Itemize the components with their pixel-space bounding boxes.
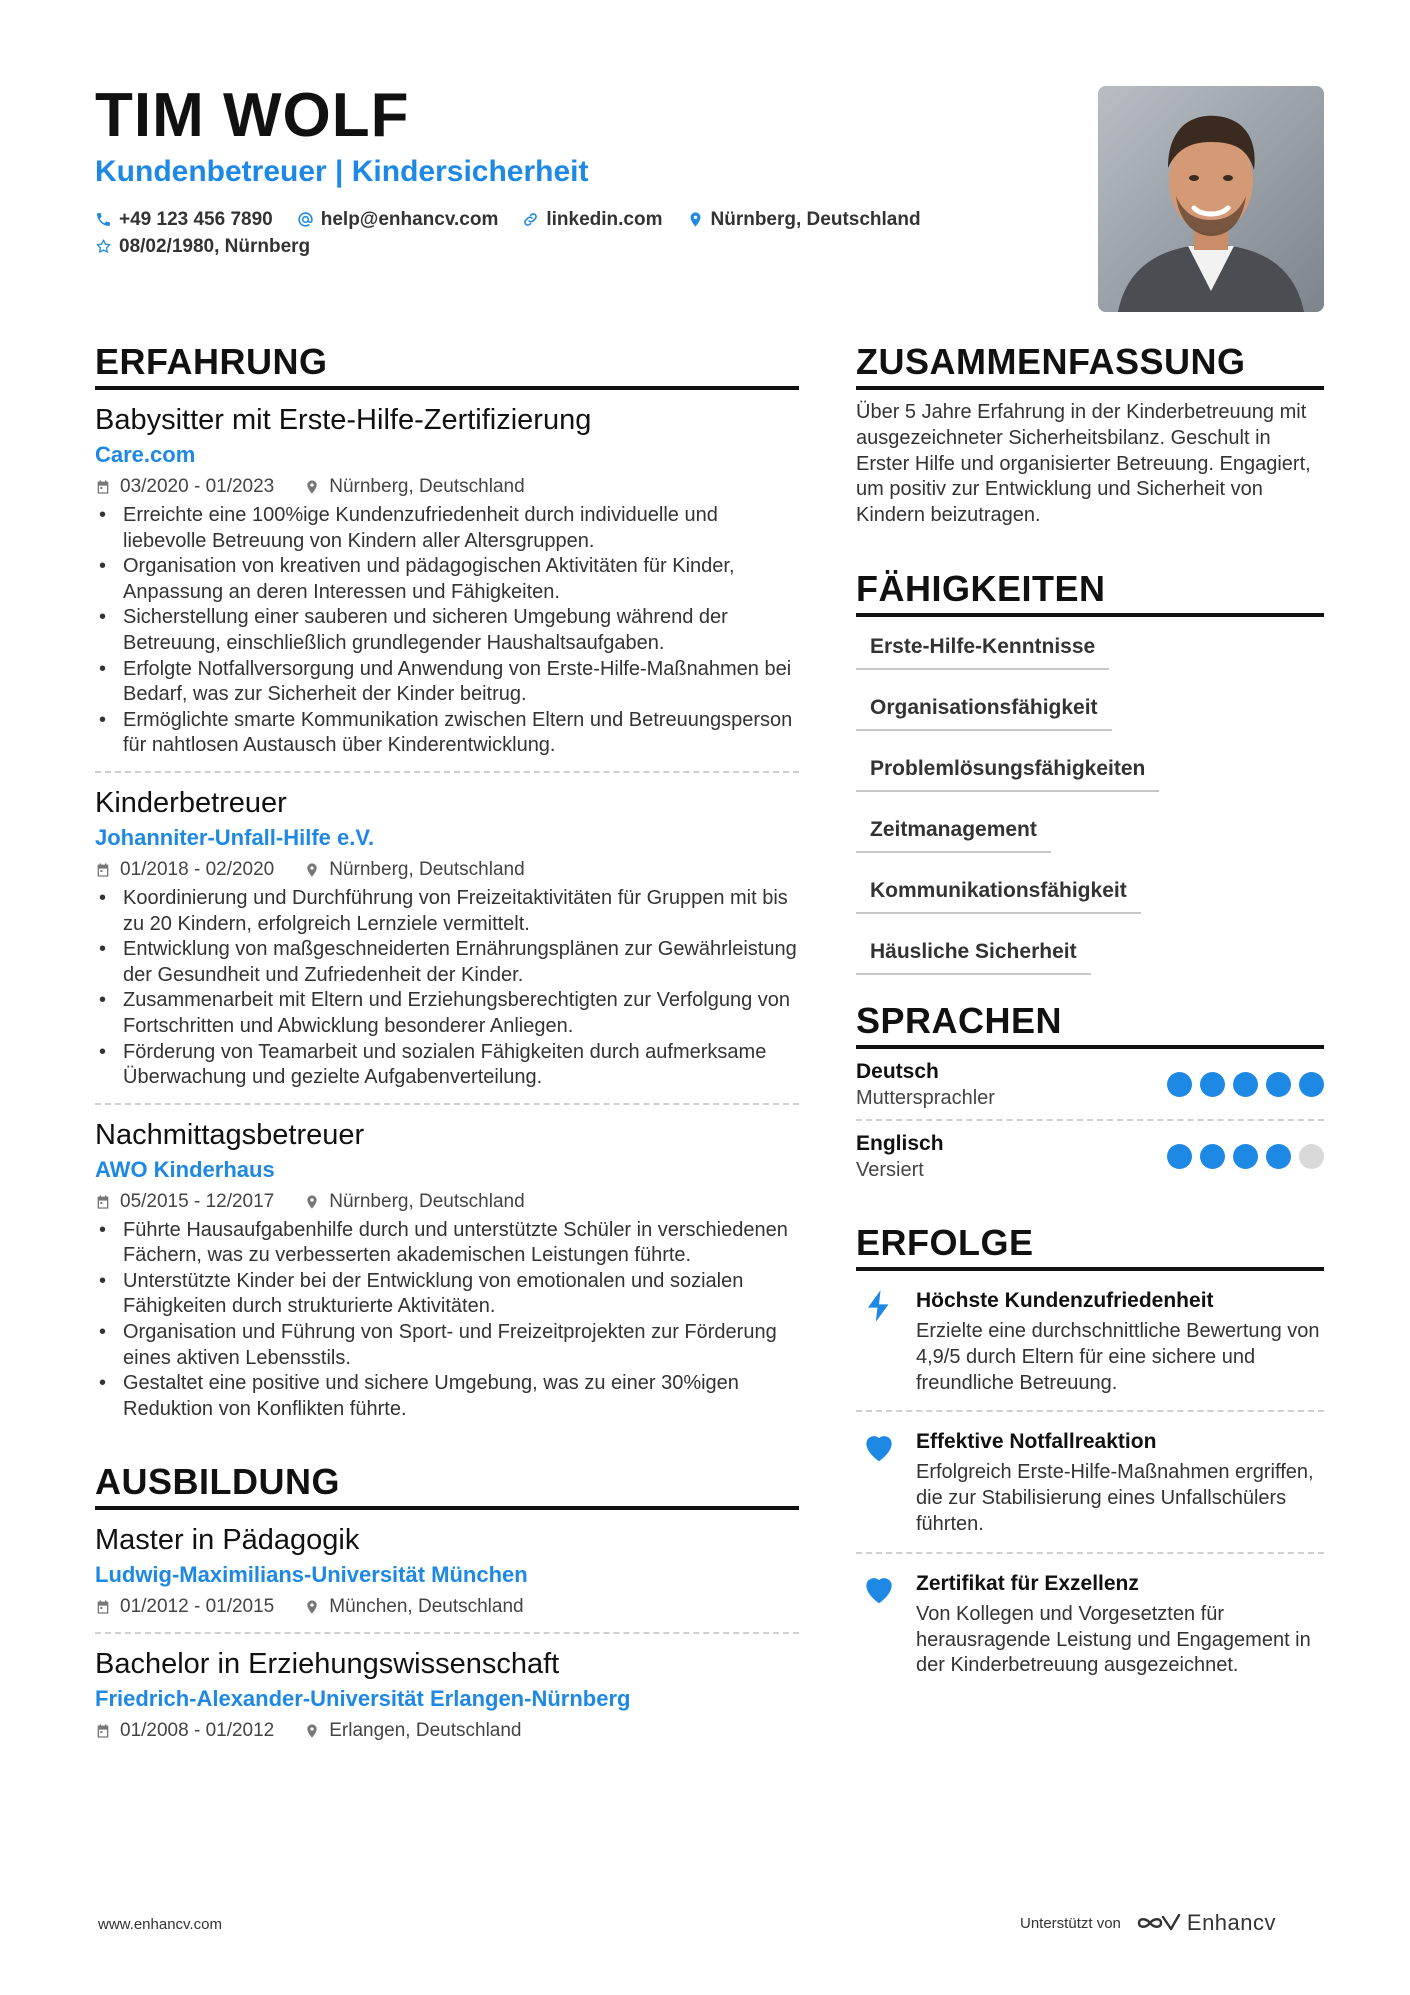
school-name[interactable]: Friedrich-Alexander-Universität Erlangen-Nürnberg [95, 1686, 631, 1712]
achievement-desc: Erfolgreich Erste-Hilfe-Maßnahmen ergriffen, die zur Stabilisierung eines Unfallschülers führten. [916, 1461, 1314, 1535]
rating-dot-filled [1233, 1072, 1258, 1097]
achievement-body [916, 1570, 1324, 1679]
rating-dot-filled [1233, 1144, 1258, 1169]
language-info [856, 1059, 995, 1111]
skill-tag: Kommunikationsfähigkeit [856, 871, 1141, 914]
achievement-title: Effektive Notfallreaktion [916, 1430, 1157, 1454]
degree-title: Bachelor in Erziehungswissenschaft [95, 1648, 560, 1681]
footer-website[interactable]: www.enhancv.com [98, 1916, 222, 1933]
skill-tag: Zeitmanagement [856, 810, 1051, 853]
rating-dot-filled [1266, 1072, 1291, 1097]
achievement-title: Höchste Kundenzufriedenheit [916, 1288, 1214, 1312]
contact-info [95, 206, 1075, 260]
linkedin-text: linkedin.com [546, 209, 663, 230]
heart-icon [856, 1428, 916, 1537]
footer-branding [1020, 1910, 1276, 1936]
bullet-item: • Ermöglichte smarte Kommunikation zwischen Eltern und Betreuungsperson für nahtlosen Austausch über Kinderentwicklung. [95, 708, 799, 759]
job-dates [95, 1189, 274, 1215]
language-item [856, 1049, 1324, 1121]
birth-contact [95, 233, 310, 260]
education-heading: AUSBILDUNG [95, 1460, 799, 1510]
calendar-icon [95, 1599, 111, 1615]
achievement-body [916, 1428, 1324, 1537]
job-dates-text: 01/2018 - 02/2020 [120, 858, 275, 880]
job-title: Kinderbetreuer [95, 786, 287, 819]
linkedin-contact[interactable] [522, 206, 662, 233]
company-name[interactable]: Care.com [95, 442, 196, 467]
candidate-title: Kundenbetreuer | Kindersicherheit [95, 155, 589, 188]
bullet-item: • Erfolgte Notfallversorgung und Anwendung von Erste-Hilfe-Maßnahmen bei Bedarf, was zur Sicherheit der Kinder beitrug. [95, 657, 799, 708]
job-dates-text: 05/2015 - 12/2017 [120, 1190, 275, 1212]
language-rating [1159, 1072, 1324, 1097]
phone-text: +49 123 456 7890 [119, 209, 273, 230]
bullet-item: • Organisation und Führung von Sport- und Freizeitprojekten zur Förderung eines aktiven Lebensstils. [95, 1320, 799, 1371]
profile-photo [1098, 86, 1324, 312]
education-location-text: Erlangen, Deutschland [329, 1720, 522, 1742]
star-icon [95, 238, 112, 255]
language-level: Versiert [856, 1158, 924, 1181]
job-location [304, 474, 524, 500]
phone-icon [95, 211, 112, 228]
language-name: Englisch [856, 1131, 944, 1155]
bullet-item: • Erreichte eine 100%ige Kundenzufriedenheit durch individuelle und liebevolle Betreuung von Kindern aller Altersgruppen. [95, 503, 799, 554]
rating-dot-filled [1299, 1072, 1324, 1097]
bullet-item: • Organisation von kreativen und pädagogischen Aktivitäten für Kinder, Anpassung an deren Interessen und Fähigkeiten. [95, 554, 799, 605]
location-pin-icon [304, 1723, 320, 1739]
education-location [304, 1718, 521, 1744]
bullet-item: • Koordinierung und Durchführung von Freizeitaktivitäten für Gruppen mit bis zu 20 Kindern, erfolgreich Lernziele vermittelt. [95, 886, 799, 937]
right-column [856, 340, 1324, 1693]
job-bullets [95, 886, 799, 1091]
email-text: help@enhancv.com [320, 209, 499, 230]
left-column [95, 340, 799, 1756]
lightning-icon [856, 1287, 916, 1396]
job-dates [95, 857, 274, 883]
company-name[interactable]: AWO Kinderhaus [95, 1156, 275, 1182]
languages-heading: SPRACHEN [856, 999, 1324, 1049]
rating-dot-filled [1167, 1144, 1192, 1169]
location-pin-icon [304, 479, 320, 495]
job-location [304, 857, 524, 883]
degree-title: Master in Pädagogik [95, 1524, 360, 1557]
language-name: Deutsch [856, 1059, 939, 1083]
calendar-icon [95, 1194, 111, 1210]
education-entry [95, 1510, 799, 1634]
location-contact [687, 206, 921, 233]
achievement-title: Zertifikat für Exzellenz [916, 1571, 1139, 1595]
bullet-item: • Sicherstellung einer sauberen und sicheren Umgebung während der Betreuung, einschließlich grundlegender Haushaltsaufgaben. [95, 605, 799, 656]
summary-heading: ZUSAMMENFASSUNG [856, 340, 1324, 390]
bullet-item: • Entwicklung von maßgeschneiderten Ernährungsplänen zur Gewährleistung der Gesundheit und Zufriedenheit der Kinder. [95, 937, 799, 988]
achievements-heading: ERFOLGE [856, 1221, 1324, 1271]
enhancv-logo-icon [1135, 1911, 1181, 1935]
bullet-item: • Zusammenarbeit mit Eltern und Erziehungsberechtigten zur Verfolgung von Fortschritten und Abwicklung besonderer Anliegen. [95, 988, 799, 1039]
job-bullets [95, 1218, 799, 1423]
language-rating [1159, 1144, 1324, 1169]
brand-name: Enhancv [1186, 1910, 1277, 1935]
candidate-name: TIM WOLF [95, 81, 410, 150]
education-meta [95, 1594, 799, 1620]
skills-list [856, 627, 1324, 975]
experience-heading: ERFAHRUNG [95, 340, 799, 390]
achievement-body [916, 1287, 1324, 1396]
skill-tag: Problemlösungsfähigkeiten [856, 749, 1159, 792]
link-icon [522, 211, 539, 228]
education-dates-text: 01/2012 - 01/2015 [120, 1596, 275, 1618]
at-icon [297, 211, 314, 228]
rating-dot-filled [1266, 1144, 1291, 1169]
education-dates [95, 1718, 274, 1744]
skill-tag: Erste-Hilfe-Kenntnisse [856, 627, 1109, 670]
job-dates-text: 03/2020 - 01/2023 [120, 476, 275, 497]
company-name[interactable]: Johanniter-Unfall-Hilfe e.V. [95, 824, 375, 850]
language-info [856, 1131, 944, 1183]
location-pin-icon [304, 862, 320, 878]
location-pin-icon [304, 1599, 320, 1615]
achievement-item [856, 1271, 1324, 1412]
birth-text: 08/02/1980, Nürnberg [119, 236, 311, 257]
job-title: Nachmittagsbetreuer [95, 1118, 365, 1151]
job-location-text: Nürnberg, Deutschland [329, 476, 525, 497]
experience-entry [95, 390, 799, 773]
job-title: Babysitter mit Erste-Hilfe-Zertifizierung [95, 404, 592, 436]
job-meta [95, 474, 799, 500]
education-entry [95, 1634, 799, 1756]
education-location [304, 1594, 523, 1620]
summary-text: Über 5 Jahre Erfahrung in der Kinderbetreuung mit ausgezeichneter Sicherheitsbilanz. Geschult in Erster Hilfe und organisierter Betreuung. Engagiert, um positiv zur Entwicklung und Sicherheit von Kindern beizutragen. [856, 401, 1311, 527]
bullet-item: • Gestaltet eine positive und sichere Umgebung, was zu einer 30%igen Reduktion von Konflikten führte. [95, 1371, 799, 1422]
bullet-item: • Führte Hausaufgabenhilfe durch und unterstützte Schüler in verschiedenen Fächern, was zu verbesserten akademischen Leistungen führte. [95, 1218, 799, 1269]
rating-dot-empty [1299, 1144, 1324, 1169]
job-bullets [95, 503, 799, 759]
phone-contact [95, 206, 273, 233]
experience-entry [95, 773, 799, 1105]
bullet-item: • Unterstützte Kinder bei der Entwicklung von emotionalen und sozialen Fähigkeiten durch strukturierte Aktivitäten. [95, 1269, 799, 1320]
location-pin-icon [304, 1194, 320, 1210]
achievement-desc: Von Kollegen und Vorgesetzten für herausragende Leistung und Engagement in der Kinderbetreuung ausgezeichnet. [916, 1602, 1311, 1677]
job-location [304, 1189, 524, 1215]
bullet-item: • Förderung von Teamarbeit und sozialen Fähigkeiten durch aufmerksame Überwachung und gezielte Aufgabenverteilung. [95, 1040, 799, 1091]
location-pin-icon [687, 211, 704, 228]
job-meta [95, 1189, 799, 1215]
achievement-item [856, 1412, 1324, 1553]
education-dates [95, 1594, 274, 1620]
calendar-icon [95, 862, 111, 878]
job-dates [95, 474, 274, 500]
calendar-icon [95, 1723, 111, 1739]
achievement-item [856, 1554, 1324, 1693]
education-meta [95, 1718, 799, 1744]
rating-dot-filled [1200, 1144, 1225, 1169]
heart-icon [856, 1570, 916, 1679]
achievement-desc: Erzielte eine durchschnittliche Bewertung von 4,9/5 durch Eltern für eine sichere und freundliche Betreuung. [916, 1319, 1320, 1394]
language-item [856, 1121, 1324, 1191]
language-level: Muttersprachler [856, 1086, 995, 1109]
skills-heading: FÄHIGKEITEN [856, 567, 1324, 617]
experience-entry [95, 1105, 799, 1435]
skill-tag: Häusliche Sicherheit [856, 932, 1091, 975]
skill-tag: Organisationsfähigkeit [856, 688, 1112, 731]
rating-dot-filled [1167, 1072, 1192, 1097]
calendar-icon [95, 479, 111, 495]
powered-by-text: Unterstützt von [1020, 1914, 1121, 1932]
job-meta [95, 857, 799, 883]
job-location-text: Nürnberg, Deutschland [329, 858, 525, 880]
education-location-text: München, Deutschland [329, 1596, 524, 1618]
school-name[interactable]: Ludwig-Maximilians-Universität München [95, 1562, 528, 1588]
rating-dot-filled [1200, 1072, 1225, 1097]
email-contact[interactable] [297, 206, 499, 233]
location-text: Nürnberg, Deutschland [710, 209, 921, 230]
education-dates-text: 01/2008 - 01/2012 [120, 1720, 275, 1742]
job-location-text: Nürnberg, Deutschland [329, 1190, 525, 1212]
